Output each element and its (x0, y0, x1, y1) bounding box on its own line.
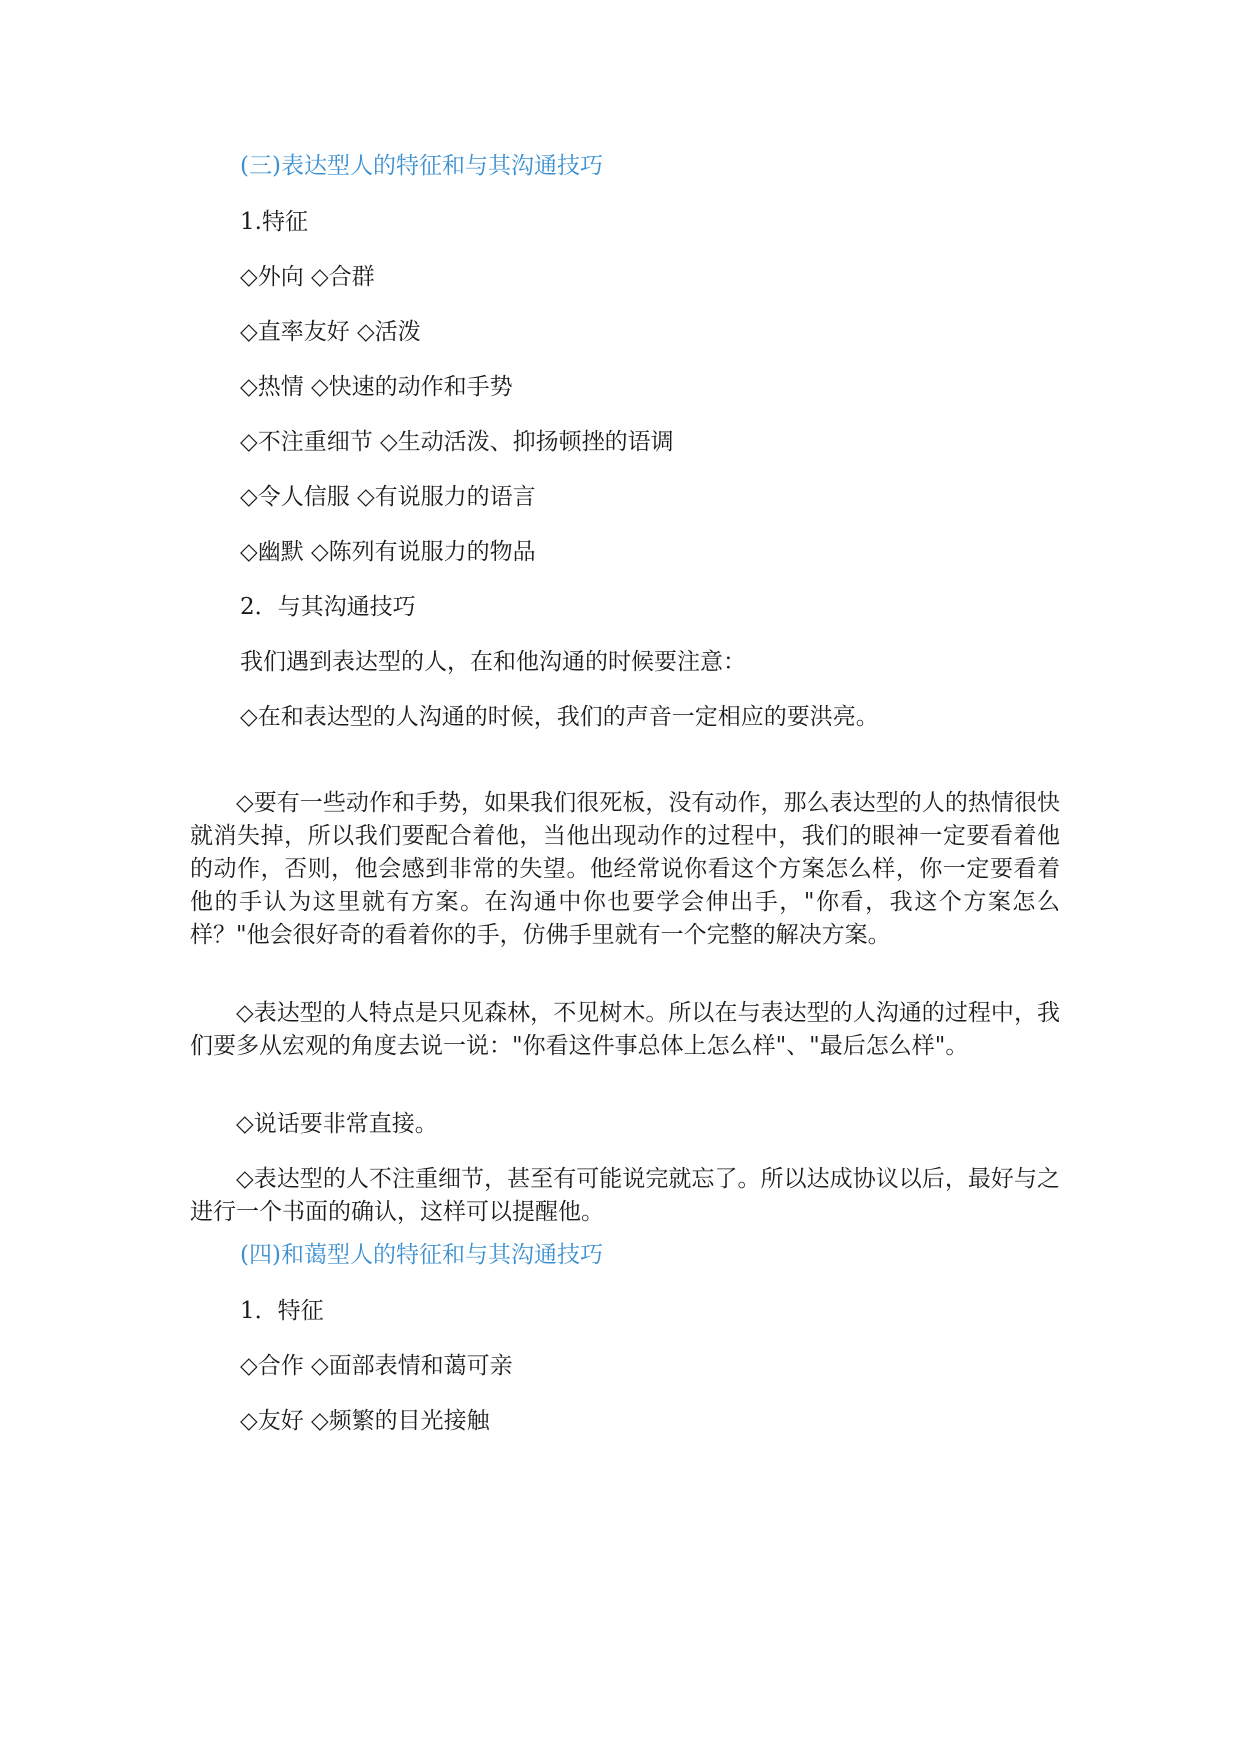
subheading-traits: 1.特征 (240, 209, 308, 235)
trait-line: ◇合作 ◇面部表情和蔼可亲 (240, 1353, 513, 1379)
subheading-traits: 1．特征 (240, 1298, 324, 1324)
trait-line: ◇热情 ◇快速的动作和手势 (240, 374, 513, 400)
trait-line: ◇友好 ◇频繁的目光接触 (240, 1408, 490, 1434)
trait-line: ◇幽默 ◇陈列有说服力的物品 (240, 539, 536, 565)
tip-line: ◇在和表达型的人沟通的时候，我们的声音一定相应的要洪亮。 (240, 704, 879, 730)
body-paragraph: ◇表达型的人不注重细节，甚至有可能说完就忘了。所以达成协议以后，最好与之进行一个书面的确认，这样可以提醒他。 (190, 1166, 1060, 1225)
trait-line: ◇令人信服 ◇有说服力的语言 (240, 484, 536, 510)
body-paragraph: ◇表达型的人特点是只见森林，不见树木。所以在与表达型的人沟通的过程中，我们要多从宏观的角度去说一说："你看这件事总体上怎么样"、"最后怎么样"。 (190, 1000, 1060, 1059)
subheading-communication: 2．与其沟通技巧 (240, 594, 416, 620)
trait-line: ◇外向 ◇合群 (240, 264, 375, 290)
trait-line: ◇不注重细节 ◇生动活泼、抑扬顿挫的语调 (240, 429, 674, 455)
section-heading-expressive: (三)表达型人的特征和与其沟通技巧 (240, 153, 603, 179)
trait-line: ◇直率友好 ◇活泼 (240, 319, 421, 345)
body-paragraph: ◇说话要非常直接。 (236, 1111, 438, 1137)
section-heading-amiable: (四)和蔼型人的特征和与其沟通技巧 (240, 1242, 603, 1268)
body-paragraph: ◇要有一些动作和手势，如果我们很死板，没有动作，那么表达型的人的热情很快就消失掉，所以我们要配合着他，当他出现动作的过程中，我们的眼神一定要看着他的动作，否则，他会感到非常的失望。他经常说你看这个方案怎么样，你一定要看着他的手认为这里就有方案。在沟通中你也要学会伸出手，"你看，我这个方案怎么样？"他会很好奇的看着你的手，仿佛手里就有一个完整的解决方案。 (190, 790, 1060, 948)
intro-text: 我们遇到表达型的人，在和他沟通的时候要注意： (240, 649, 746, 675)
